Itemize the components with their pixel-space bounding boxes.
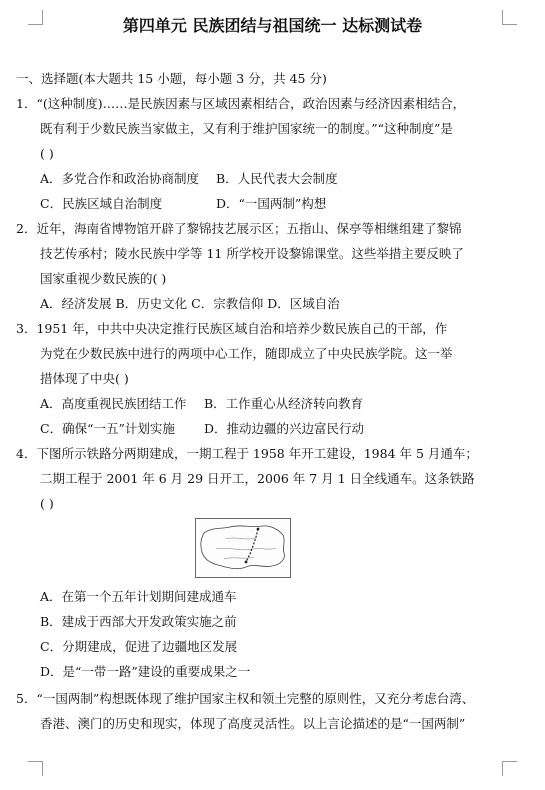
crop-mark-bottom-right (502, 761, 517, 776)
q2-line-3: 国家重视少数民族的( ) (40, 271, 167, 286)
q2-line-2: 技艺传承村；陵水民族中学等 11 所学校开设黎锦课堂。这些举措主要反映了 (40, 246, 464, 261)
page-title: 第四单元 民族团结与祖国统一 达标测试卷 (122, 16, 423, 35)
q3-line-1: 3．1951 年，中共中央决定推行民族区域自治和培养少数民族自己的干部，作 (16, 321, 448, 336)
q4-line-3: ( ) (40, 496, 54, 511)
q2-options: A．经济发展 B．历史文化 C．宗教信仰 D．区域自治 (40, 296, 340, 311)
q1-option-d: D．“一国两制”构想 (216, 196, 327, 211)
q1-line-3: ( ) (40, 146, 54, 161)
crop-mark-bottom-left (28, 761, 43, 776)
q4-option-b: B．建成于西部大开发政策实施之前 (40, 614, 237, 629)
q1-option-c: C．民族区域自治制度 (40, 196, 163, 211)
q3-option-d: D．推动边疆的兴边富民行动 (204, 421, 365, 436)
railway-map-figure (195, 518, 291, 578)
q1-line-2: 既有利于少数民族当家做主，又有利于维护国家统一的制度。”“这种制度”是 (40, 121, 453, 136)
q3-option-c: C．确保“一五”计划实施 (40, 421, 175, 436)
q5-line-1: 5．“一国两制”构想既体现了维护国家主权和领土完整的原则性，又充分考虑台湾、 (16, 691, 475, 706)
section-heading: 一、选择题(本大题共 15 小题，每小题 3 分，共 45 分) (16, 71, 327, 86)
q3-line-3: 措体现了中央( ) (40, 371, 129, 386)
q4-line-1: 4．下图所示铁路分两期建成，一期工程于 1958 年开工建设，1984 年 5 月通车； (16, 446, 478, 461)
q3-line-2: 为党在少数民族中进行的两项中心工作，随即成立了中央民族学院。这一举 (40, 346, 453, 361)
q1-option-a: A．多党合作和政治协商制度 (40, 171, 200, 186)
q4-line-2: 二期工程于 2001 年 6 月 29 日开工，2006 年 7 月 1 日全线通车。这条铁路 (40, 471, 475, 486)
q5-line-2: 香港、澳门的历史和现实，体现了高度灵活性。以上言论描述的是“一国两制” (40, 716, 466, 731)
q3-option-a: A．高度重视民族团结工作 (40, 396, 187, 411)
q2-line-1: 2．近年，海南省博物馆开辟了黎锦技艺展示区；五指山、保亭等相继组建了黎锦 (16, 221, 462, 236)
q1-option-b: B．人民代表大会制度 (216, 171, 338, 186)
q1-line-1: 1．“(这种制度)……是民族因素与区域因素相结合，政治因素与经济因素相结合， (16, 96, 466, 111)
q4-option-c: C．分期建成，促进了边疆地区发展 (40, 639, 238, 654)
q4-option-d: D．是“一带一路”建设的重要成果之一 (40, 664, 251, 679)
q3-option-b: B．工作重心从经济转向教育 (204, 396, 364, 411)
q4-option-a: A．在第一个五年计划期间建成通车 (40, 589, 237, 604)
railway-map-drawing (196, 519, 290, 577)
